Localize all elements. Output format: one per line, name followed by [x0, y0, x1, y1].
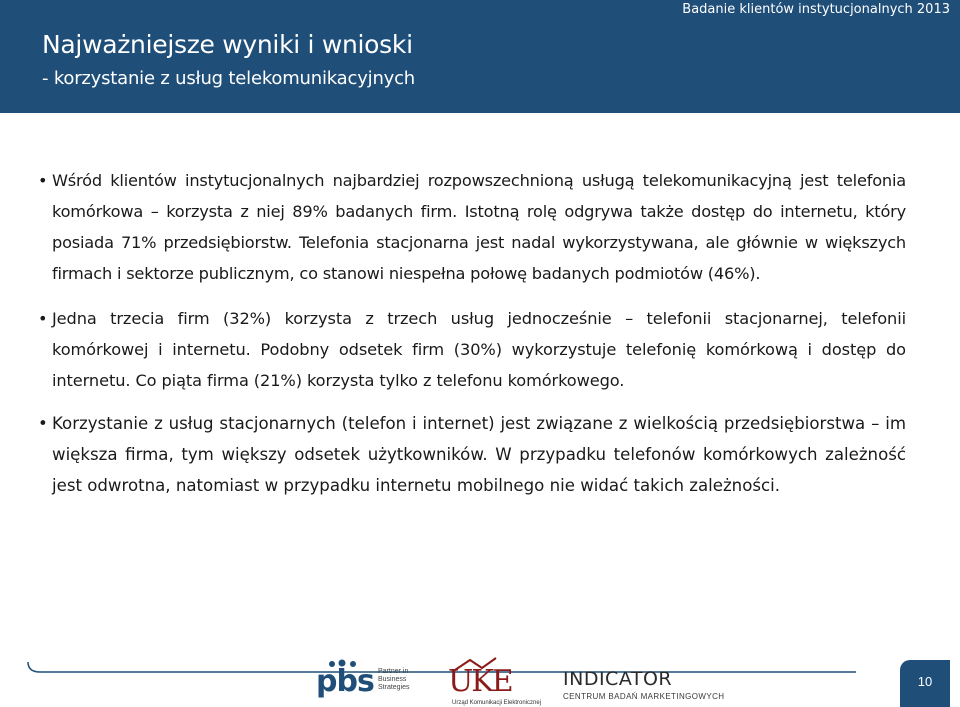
pbs-logo-tagline: Partner in Business Strategies	[378, 668, 410, 691]
bullet-item: • Wśród klientów instytucjonalnych najbardziej rozpowszechnioną usługą telekomunikacyjną jest telefonia komórkowa – korzysta z niej 89% badanych firm. Istotną rolę odgrywa także dostęp do internetu, który posiada 71% przedsiębiorstw. Telefonia stacjonarna jest nadal wykorzystywana, ale głównie w większych firmach i sektorze publicznym, co stanowi niespełna połowę badanych podmiotów (46%).	[36, 165, 906, 289]
uke-logo-subtitle: Urząd Komunikacji Elektronicznej	[452, 700, 542, 706]
pbs-logo-word: pbs	[316, 664, 374, 699]
header-tagline: Badanie klientów instytucjonalnych 2013	[682, 2, 950, 17]
page-subtitle: - korzystanie z usług telekomunikacyjnych	[42, 68, 416, 89]
indicator-logo-word: INDICATOR	[563, 668, 673, 690]
footer-divider	[26, 660, 856, 680]
uke-logo-word: UKE	[448, 664, 512, 699]
bullet-item: • Korzystanie z usług stacjonarnych (telefon i internet) jest związane z wielkością przedsiębiorstwa – im większa firma, tym większy odsetek użytkowników. W przypadku telefonów komórkowych zależność jest odwrotna, natomiast w przypadku internetu mobilnego nie widać takich zależności.	[36, 408, 906, 501]
indicator-logo-subtitle: CENTRUM BADAŃ MARKETINGOWYCH	[563, 692, 725, 701]
page-title: Najważniejsze wyniki i wnioski	[42, 30, 413, 59]
header-bar	[0, 0, 960, 113]
page-number-badge	[900, 660, 950, 707]
bullet-item: • Jedna trzecia firm (32%) korzysta z trzech usług jednocześnie – telefonii stacjonarnej, telefonii komórkowej i internetu. Podobny odsetek firm (30%) wykorzystuje telefonię komórkową i dostęp do internetu. Co piąta firma (21%) korzysta tylko z telefonu komórkowego.	[36, 303, 906, 396]
content-body	[36, 165, 906, 501]
page-number: 10	[917, 674, 933, 689]
